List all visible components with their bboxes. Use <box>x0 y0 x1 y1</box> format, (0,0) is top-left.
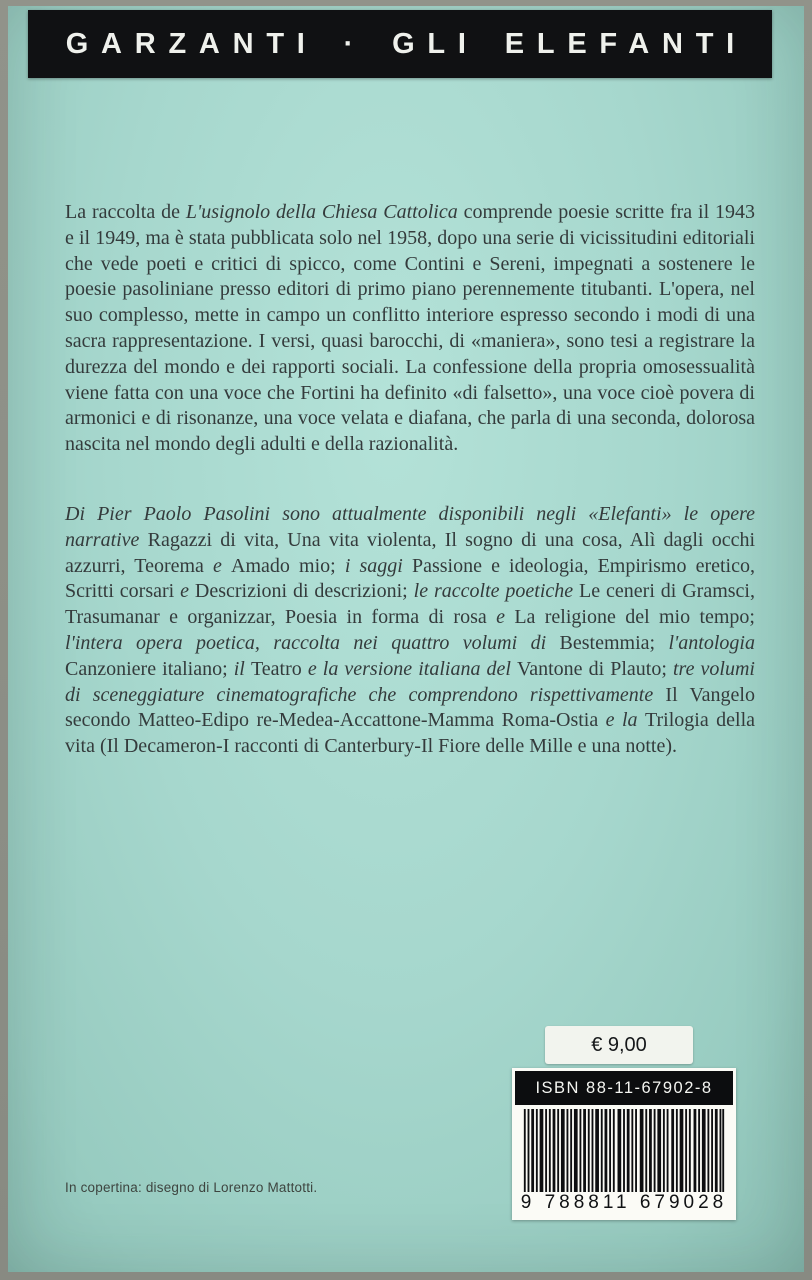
back-cover <box>8 6 804 1272</box>
blurb-paragraph: La raccolta de L'usignolo della Chiesa Cattolica comprende poesie scritte fra il 1943 e il 1949, ma è stata pubblicata solo nel 1958, dopo una serie di vicissitudini editoriali che vede poeti e critici di spicco, come Contini e Sereni, impegnati a sostenere le poesie pasoliniane presso editori di primo piano perennemente titubanti. L'opera, nel suo complesso, mette in campo un conflitto interiore espresso secondo i modi di una sacra rappresentazione. I versi, quasi barocchi, di «maniera», sono tesi a registrare la durezza del mondo e dei rapporti sociali. La confessione della propria omosessualità viene fatta con una voce che Fortini ha definito «di falsetto», una voce cioè povera di armonici e di risonanze, una voce velata e diafana, che parla di una seconda, dolorosa nascita nel mondo degli adulti e della razionalità. <box>65 201 755 456</box>
series-header-bar <box>28 10 772 78</box>
barcode-digits: 9 788811 679028 <box>520 1192 728 1213</box>
barcode-block <box>512 1068 736 1220</box>
isbn-label: ISBN 88-11-67902-8 <box>535 1078 713 1097</box>
cover-credit: In copertina: disegno di Lorenzo Mattotti. <box>65 1180 318 1195</box>
price-sticker <box>545 1026 693 1064</box>
barcode-bars <box>522 1109 726 1192</box>
price-label: € 9,00 <box>591 1033 647 1056</box>
catalog-paragraph: Di Pier Paolo Pasolini sono attualmente disponibili negli «Elefanti» le opere narrative Ragazzi di vita, Una vita violenta, Il sogno di una cosa, Alì dagli occhi azzurri, Teorema e Amado mio; i saggi Passione e ideologia, Empirismo eretico, Scritti corsari e Descrizioni di descrizioni; le raccolte poetiche Le ceneri di Gramsci, Trasumanar e organizzar, Poesia in forma di rosa e La religione del mio tempo; l'intera opera poetica, raccolta nei quattro volumi di Bestemmia; l'antologia Canzoniere italiano; il Teatro e la versione italiana del Vantone di Plauto; tre volumi di sceneggiature cinematografiche che comprendono rispettivamente Il Vangelo secondo Matteo-Edipo re-Medea-Accattone-Mamma Roma-Ostia e la Trilogia della vita (Il Decameron-I racconti di Canterbury-Il Fiore delle Mille e una notte). <box>65 502 756 758</box>
text-area <box>65 200 755 760</box>
series-title: GARZANTI · GLI ELEFANTI <box>65 27 748 60</box>
isbn-strip <box>515 1071 733 1105</box>
